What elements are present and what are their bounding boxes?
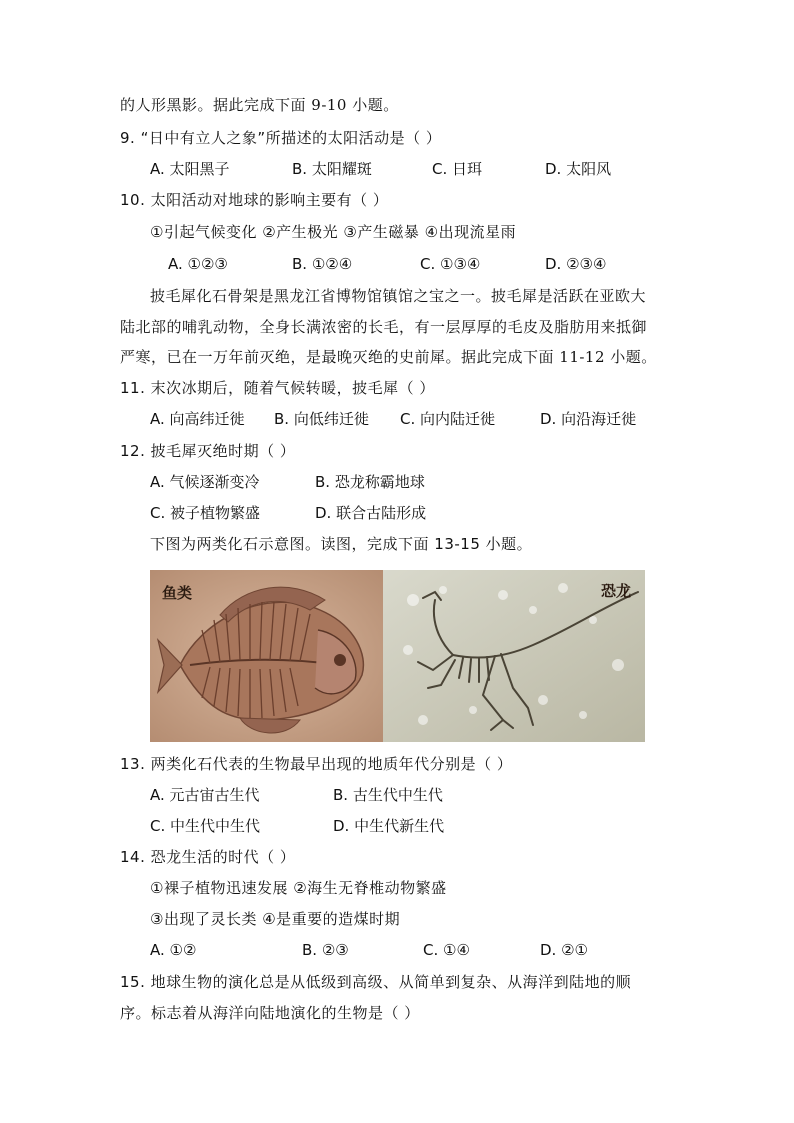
q9-option-c: C. 日珥 bbox=[432, 160, 483, 178]
q10-option-b: B. ①②④ bbox=[292, 255, 353, 273]
q11-option-a: A. 向高纬迁徙 bbox=[150, 410, 245, 428]
q9-option-d: D. 太阳风 bbox=[545, 160, 612, 178]
q12-option-a: A. 气候逐渐变冷 bbox=[150, 473, 260, 491]
passage-line-3: 严寒，已在一万年前灭绝，是最晚灭绝的史前犀。据此完成下面 11-12 小题。 bbox=[120, 348, 657, 366]
passage-line-1: 披毛犀化石骨架是黑龙江省博物馆镇馆之宝之一。披毛犀是活跃在亚欧大 bbox=[150, 287, 647, 305]
q10-option-a: A. ①②③ bbox=[168, 255, 228, 273]
fish-fossil-image bbox=[150, 570, 383, 742]
q11-option-b: B. 向低纬迁徙 bbox=[274, 410, 369, 428]
question-10: 10. 太阳活动对地球的影响主要有（ ） bbox=[120, 191, 389, 209]
q14-option-b: B. ②③ bbox=[302, 941, 349, 959]
q13-option-a: A. 元古宙古生代 bbox=[150, 786, 260, 804]
question-13: 13. 两类化石代表的生物最早出现的地质年代分别是（ ） bbox=[120, 755, 513, 773]
question-11: 11. 末次冰期后，随着气候转暖，披毛犀（ ） bbox=[120, 379, 435, 397]
q11-option-d: D. 向沿海迁徙 bbox=[540, 410, 637, 428]
q10-option-d: D. ②③④ bbox=[545, 255, 607, 273]
q14-statements-1: ①裸子植物迅速发展 ②海生无脊椎动物繁盛 bbox=[150, 879, 447, 897]
q12-option-b: B. 恐龙称霸地球 bbox=[315, 473, 425, 491]
q9-option-a: A. 太阳黑子 bbox=[150, 160, 230, 178]
question-9: 9. “日中有立人之象”所描述的太阳活动是（ ） bbox=[120, 129, 442, 147]
passage-line-2: 陆北部的哺乳动物，全身长满浓密的长毛，有一层厚厚的毛皮及脂肪用来抵御 bbox=[120, 318, 648, 336]
q13-option-b: B. 古生代中生代 bbox=[333, 786, 443, 804]
fossil-figure bbox=[150, 570, 645, 742]
question-15-line-1: 15. 地球生物的演化总是从低级到高级、从简单到复杂、从海洋到陆地的顺 bbox=[120, 973, 632, 991]
q14-statements-2: ③出现了灵长类 ④是重要的造煤时期 bbox=[150, 910, 401, 928]
q10-statements: ①引起气候变化 ②产生极光 ③产生磁暴 ④出现流星雨 bbox=[150, 223, 517, 241]
q14-option-a: A. ①② bbox=[150, 941, 197, 959]
q9-option-b: B. 太阳耀斑 bbox=[292, 160, 372, 178]
fish-label: 鱼类 bbox=[162, 584, 193, 602]
q14-option-d: D. ②① bbox=[540, 941, 588, 959]
dinosaur-label: 恐龙 bbox=[600, 582, 631, 600]
question-15-line-2: 序。标志着从海洋向陆地演化的生物是（ ） bbox=[120, 1004, 420, 1022]
question-12: 12. 披毛犀灭绝时期（ ） bbox=[120, 442, 296, 460]
q12-option-d: D. 联合古陆形成 bbox=[315, 504, 427, 522]
q13-option-d: D. 中生代新生代 bbox=[333, 817, 445, 835]
q13-option-c: C. 中生代中生代 bbox=[150, 817, 261, 835]
figure-intro: 下图为两类化石示意图。读图，完成下面 13-15 小题。 bbox=[150, 535, 533, 553]
q10-option-c: C. ①③④ bbox=[420, 255, 481, 273]
q14-option-c: C. ①④ bbox=[423, 941, 470, 959]
intro-tail-line: 的人形黑影。据此完成下面 9-10 小题。 bbox=[120, 96, 399, 114]
q12-option-c: C. 被子植物繁盛 bbox=[150, 504, 261, 522]
dinosaur-fossil-image bbox=[383, 570, 645, 742]
q11-option-c: C. 向内陆迁徙 bbox=[400, 410, 496, 428]
question-14: 14. 恐龙生活的时代（ ） bbox=[120, 848, 296, 866]
